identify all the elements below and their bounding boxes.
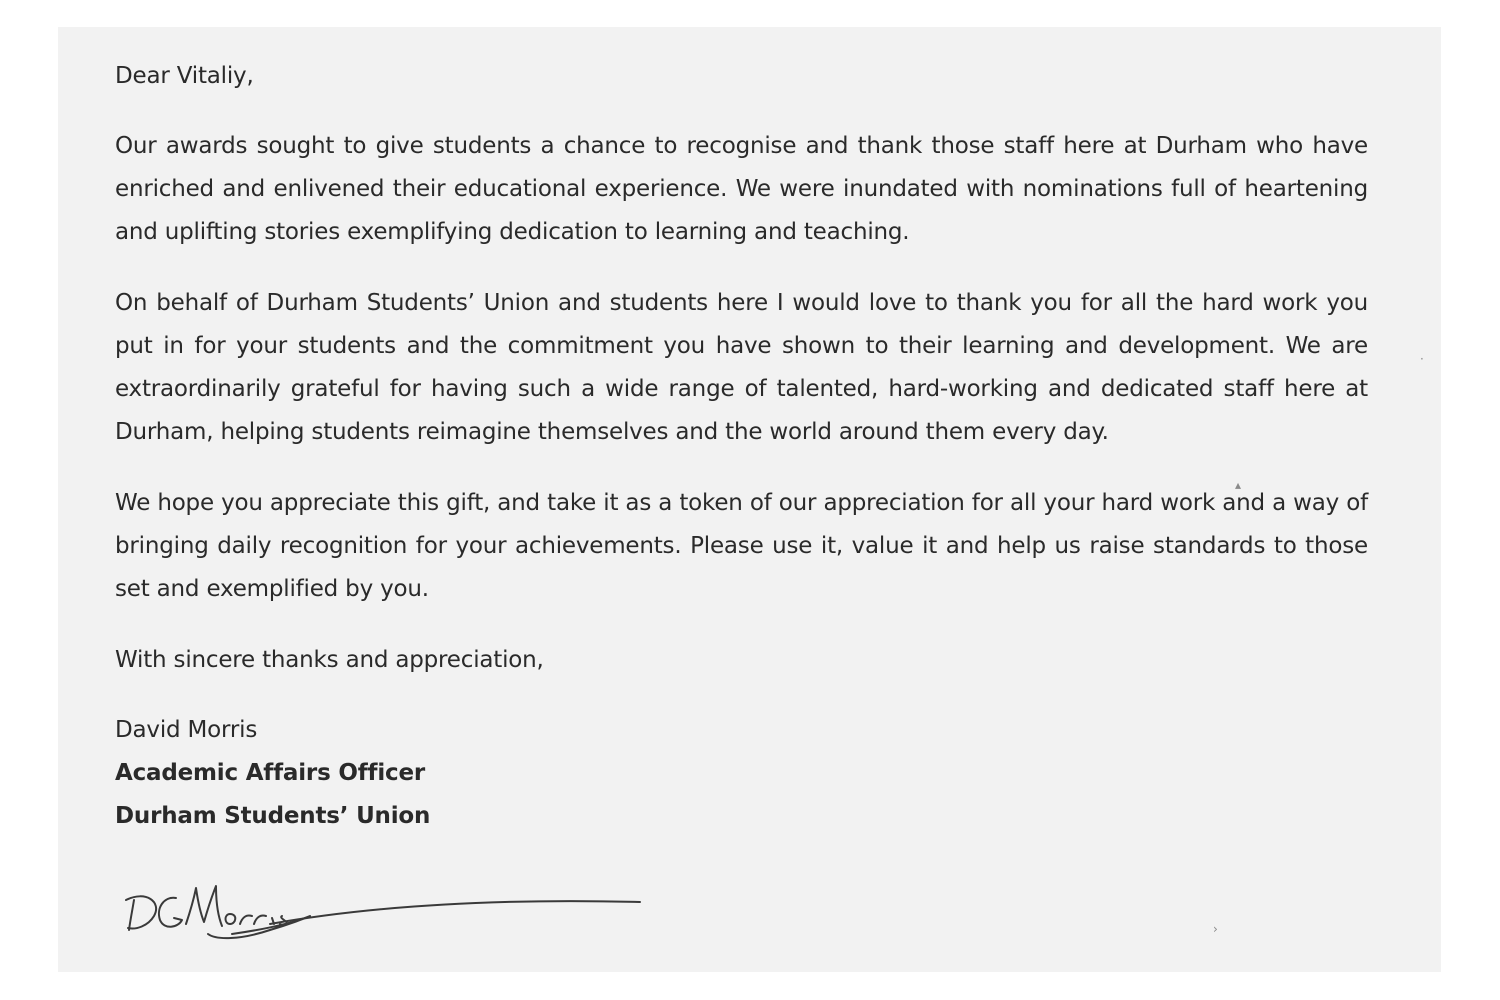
signer-title: Academic Affairs Officer [115, 760, 425, 786]
greeting: Dear Vitaliy, [115, 63, 254, 89]
paragraph-gift: We hope you appreciate this gift, and take it as a token of our appreciation for all your hard work and a way of bringing daily recognition for your achievements. Please use it, value it and help us raise standards to those set and exemplified by you. [115, 490, 1368, 602]
handwritten-signature [120, 878, 660, 948]
paper-speck: · [1420, 352, 1424, 366]
closing-line: With sincere thanks and appreciation, [115, 647, 544, 673]
paragraph-thanks: On behalf of Durham Students’ Union and students here I would love to thank you for all the hard work you put in for your students and the commitment you have shown to their learning and development. We are extraordinarily grateful for having such a wide range of talented, hard-working and dedicated staff here at Durham, helping students reimagine themselves and the world around them every day. [115, 290, 1368, 445]
signer-organization: Durham Students’ Union [115, 803, 431, 829]
paragraph-awards: Our awards sought to give students a chance to recognise and thank those staff here at Durham who have enriched and enlivened their educational experience. We were inundated with nominations full of heartening and uplifting stories exemplifying dedication to learning and teaching. [115, 133, 1368, 245]
letter-body [115, 55, 1368, 838]
signer-block [115, 709, 1368, 838]
paper-speck: ▴ [1235, 478, 1242, 492]
signer-name: David Morris [115, 717, 258, 743]
paper-speck: › [1213, 922, 1218, 936]
